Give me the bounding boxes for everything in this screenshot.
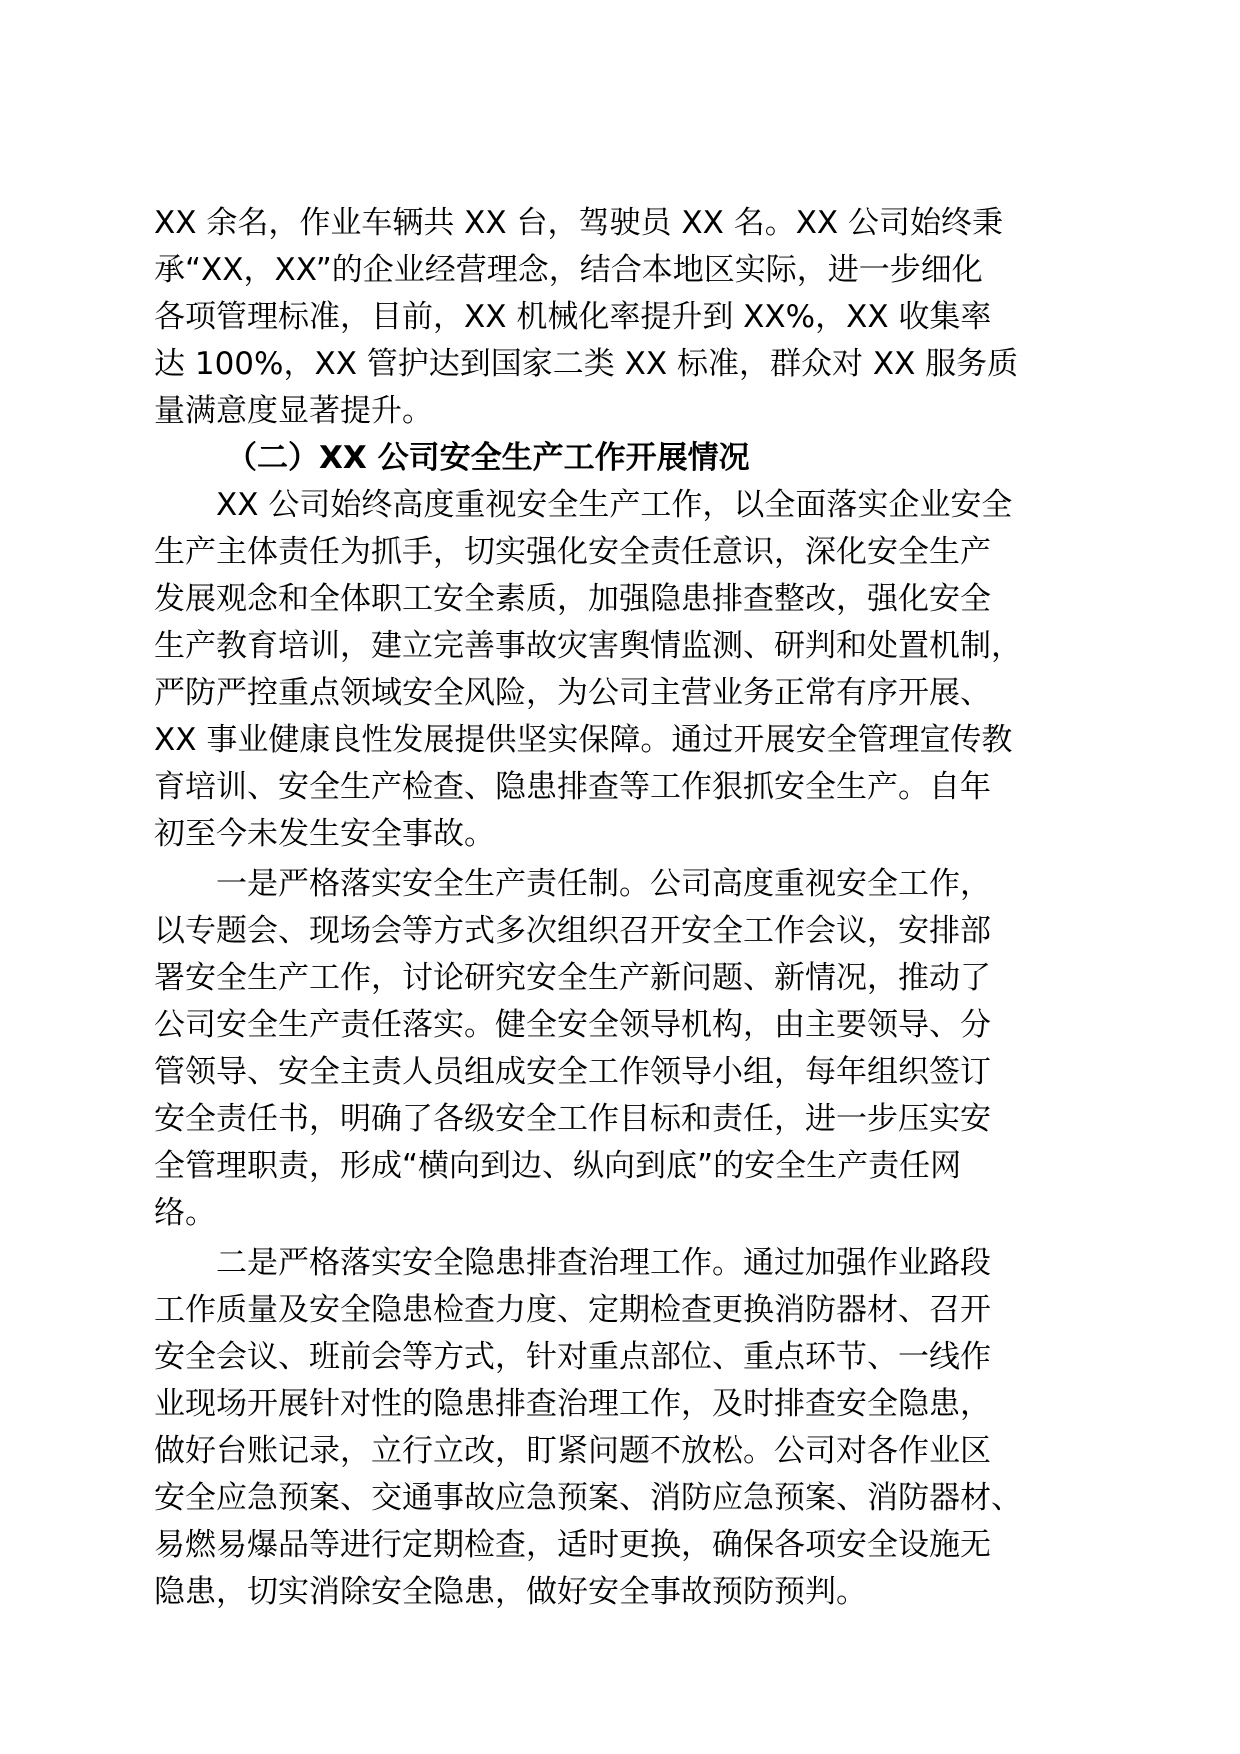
text-line: 生产教育培训，建立完善事故灾害舆情监测、研判和处置机制， (154, 628, 1022, 664)
text-line: 公司安全生产责任落实。健全安全领导机构，由主要领导、分 (154, 1007, 991, 1043)
text-line: 各项管理标准，目前，XX 机械化率提升到 XX%，XX 收集率 (154, 299, 992, 335)
text-line: 初至今未发生安全事故。 (154, 816, 495, 852)
text-line: XX 事业健康良性发展提供坚实保障。通过开展安全管理宣传教 (154, 722, 1013, 758)
text-line: 全管理职责，形成“横向到边、纵向到底”的安全生产责任网 (154, 1148, 962, 1184)
text-line: 生产主体责任为抓手，切实强化安全责任意识，深化安全生产 (154, 534, 991, 570)
text-line: 管领导、安全主责人员组成安全工作领导小组，每年组织签订 (154, 1054, 991, 1090)
text-line: 二是严格落实安全隐患排查治理工作。通过加强作业路段 (216, 1245, 991, 1281)
text-line: 隐患，切实消除安全隐患，做好安全事故预防预判。 (154, 1574, 867, 1610)
document-body (154, 200, 1084, 1616)
text-line: 育培训、安全生产检查、隐患排查等工作狠抓安全生产。自年 (154, 769, 991, 805)
text-line: 量满意度显著提升。 (154, 393, 433, 429)
text-line: 业现场开展针对性的隐患排查治理工作，及时排查安全隐患， (154, 1386, 991, 1422)
text-line: 易燃易爆品等进行定期检查，适时更换，确保各项安全设施无 (154, 1527, 991, 1563)
text-line: 做好台账记录，立行立改，盯紧问题不放松。公司对各作业区 (154, 1433, 991, 1469)
text-line: 一是严格落实安全生产责任制。公司高度重视安全工作， (216, 866, 991, 902)
responsibility-paragraph (154, 861, 1084, 1237)
text-line: 络。 (154, 1195, 216, 1231)
text-line: 安全应急预案、交通事故应急预案、消防应急预案、消防器材、 (154, 1480, 1022, 1516)
text-line: XX 余名，作业车辆共 XX 台，驾驶员 XX 名。XX 公司始终秉 (154, 205, 1004, 241)
hazard-paragraph (154, 1240, 1084, 1616)
text-line: 安全会议、班前会等方式，针对重点部位、重点环节、一线作 (154, 1339, 991, 1375)
overview-paragraph (154, 482, 1084, 858)
text-line: 严防严控重点领域安全风险，为公司主营业务正常有序开展、 (154, 675, 991, 711)
text-line: 发展观念和全体职工安全素质，加强隐患排查整改，强化安全 (154, 581, 991, 617)
text-line: 署安全生产工作，讨论研究安全生产新问题、新情况，推动了 (154, 960, 991, 996)
text-line: 工作质量及安全隐患检查力度、定期检查更换消防器材、召开 (154, 1292, 991, 1328)
intro-paragraph (154, 200, 1084, 435)
text-line: 以专题会、现场会等方式多次组织召开安全工作会议，安排部 (154, 913, 991, 949)
text-line: 安全责任书，明确了各级安全工作目标和责任，进一步压实安 (154, 1101, 991, 1137)
text-line: 承“XX，XX”的企业经营理念，结合本地区实际，进一步细化 (154, 252, 983, 288)
text-line: 达 100%，XX 管护达到国家二类 XX 标准，群众对 XX 服务质 (154, 346, 1019, 382)
text-line: XX 公司始终高度重视安全生产工作，以全面落实企业安全 (216, 487, 1013, 523)
section-heading: （二）XX 公司安全生产工作开展情况 (226, 440, 750, 476)
